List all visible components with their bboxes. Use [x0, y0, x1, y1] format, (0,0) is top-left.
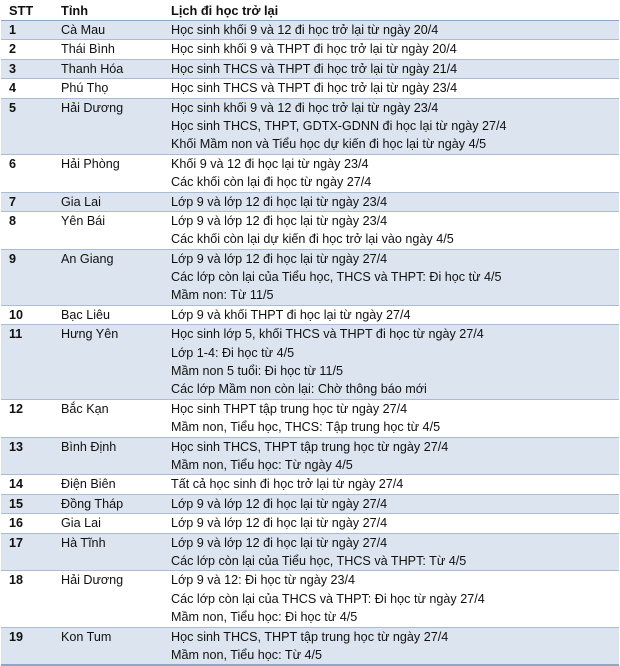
province-cell: [61, 79, 171, 98]
province-cell: [61, 40, 171, 59]
schedule-cell: [171, 514, 619, 533]
province-cell-text: Điện Biên: [61, 477, 116, 492]
province-cell-text: Kon Tum: [61, 629, 112, 644]
stt-cell-text: 8: [9, 213, 17, 228]
stt-cell: [1, 399, 61, 437]
province-cell-text: Gia Lai: [61, 516, 101, 531]
province-cell-text: Đồng Tháp: [61, 496, 124, 511]
schedule-line: Mầm non, Tiểu học, THCS: Tập trung học từ 4/5: [171, 420, 441, 435]
schedule-line: Học sinh THCS, THPT tập trung học từ ngày 27/4: [171, 439, 449, 454]
schedule-cell: [171, 571, 619, 627]
schedule-line: Lớp 9 và khối THPT đi học lại từ ngày 27/4: [171, 307, 411, 322]
schedule-cell: [171, 494, 619, 513]
schedule-cell: [171, 249, 619, 305]
stt-cell-text: 6: [9, 156, 17, 171]
table-row: [1, 571, 619, 627]
schedule-line: Học sinh khối 9 và THPT đi học trở lại từ ngày 20/4: [171, 42, 457, 57]
table-row: [1, 494, 619, 513]
table-row: [1, 59, 619, 78]
schedule-line: Các khối còn lại đi học từ ngày 27/4: [171, 175, 372, 190]
schedule-line: Lớp 9 và lớp 12 đi học lại từ ngày 23/4: [171, 194, 388, 209]
province-cell: [61, 437, 171, 475]
table-row: [1, 437, 619, 475]
stt-cell: [1, 59, 61, 78]
schedule-line: Các khối còn lại dự kiến đi học trở lại vào ngày 4/5: [171, 232, 454, 247]
schedule-line: Lớp 1-4: Đi học từ 4/5: [171, 345, 295, 360]
schedule-cell: [171, 211, 619, 249]
table-row: [1, 399, 619, 437]
schedule-line: Lớp 9 và lớp 12 đi học lại từ ngày 27/4: [171, 496, 388, 511]
stt-cell: [1, 514, 61, 533]
province-cell-text: Thanh Hóa: [61, 61, 124, 76]
schedule-cell: [171, 21, 619, 40]
stt-cell: [1, 533, 61, 571]
schedule-cell: [171, 325, 619, 400]
schedule-line: Khối 9 và 12 đi học lại từ ngày 23/4: [171, 156, 369, 171]
stt-cell: [1, 627, 61, 665]
table-row: [1, 475, 619, 494]
schedule-line: Các lớp còn lại của Tiểu học, THCS và THPT: Từ 4/5: [171, 553, 467, 568]
stt-cell-text: 5: [9, 100, 17, 115]
stt-cell-text: 13: [9, 439, 24, 454]
schedule-cell: [171, 437, 619, 475]
table-row: [1, 192, 619, 211]
stt-cell-text: 10: [9, 307, 24, 322]
stt-cell-text: 17: [9, 535, 24, 550]
table-row: [1, 325, 619, 400]
stt-cell: [1, 192, 61, 211]
schedule-line: Học sinh khối 9 và 12 đi học trở lại từ ngày 23/4: [171, 100, 439, 115]
schedule-line: Học sinh lớp 5, khối THCS và THPT đi học từ ngày 27/4: [171, 327, 484, 342]
province-cell: [61, 399, 171, 437]
schedule-cell: [171, 98, 619, 154]
table-row: [1, 211, 619, 249]
schedule-line: Lớp 9 và lớp 12 đi học lại từ ngày 27/4: [171, 251, 388, 266]
province-cell: [61, 475, 171, 494]
stt-cell-text: 9: [9, 251, 17, 266]
stt-cell: [1, 305, 61, 324]
stt-cell: [1, 437, 61, 475]
province-cell-text: Hải Dương: [61, 573, 124, 588]
table-row: [1, 627, 619, 665]
table-row: [1, 533, 619, 571]
school-reopening-table: [1, 0, 619, 666]
schedule-cell: [171, 192, 619, 211]
province-cell: [61, 249, 171, 305]
province-cell-text: Bắc Kạn: [61, 401, 109, 416]
stt-cell: [1, 211, 61, 249]
province-cell-text: Hà Tĩnh: [61, 535, 106, 550]
schedule-line: Học sinh THCS, THPT tập trung học từ ngày 27/4: [171, 629, 449, 644]
schedule-line: Các lớp còn lại của THCS và THPT: Đi học từ ngày 27/4: [171, 591, 485, 606]
province-cell-text: Hải Dương: [61, 100, 124, 115]
stt-cell-text: 11: [9, 327, 23, 342]
province-cell-text: Bình Định: [61, 439, 117, 454]
province-cell-text: An Giang: [61, 251, 114, 266]
schedule-line: Lớp 9 và lớp 12 đi học lại từ ngày 27/4: [171, 516, 388, 531]
schedule-line: Tất cả học sinh đi học trở lại từ ngày 27/4: [171, 477, 404, 492]
table-row: [1, 154, 619, 192]
stt-cell-text: 3: [9, 61, 17, 76]
province-cell: [61, 305, 171, 324]
stt-cell-text: 18: [9, 573, 24, 588]
table-row: [1, 40, 619, 59]
schedule-cell: [171, 59, 619, 78]
schedule-line: Lớp 9 và lớp 12 đi học lại từ ngày 27/4: [171, 535, 388, 550]
stt-cell-text: 1: [9, 23, 17, 37]
schedule-line: Học sinh THCS và THPT đi học trở lại từ ngày 23/4: [171, 81, 458, 96]
stt-cell-text: 15: [9, 496, 24, 511]
province-cell: [61, 571, 171, 627]
schedule-line: Học sinh THPT tập trung học từ ngày 27/4: [171, 401, 408, 416]
schedule-cell: [171, 40, 619, 59]
table-row: [1, 514, 619, 533]
schedule-line: Lớp 9 và 12: Đi học từ ngày 23/4: [171, 573, 356, 588]
province-cell-text: Cà Mau: [61, 23, 106, 37]
schedule-line: Mầm non: Từ 11/5: [171, 288, 274, 303]
stt-cell-text: 14: [9, 477, 24, 492]
province-cell-text: Thái Bình: [61, 42, 115, 57]
stt-cell: [1, 249, 61, 305]
stt-cell: [1, 98, 61, 154]
stt-cell: [1, 494, 61, 513]
province-cell-text: Gia Lai: [61, 194, 101, 209]
province-cell-text: Hải Phòng: [61, 156, 120, 171]
province-cell-text: Yên Bái: [61, 213, 106, 228]
province-cell: [61, 627, 171, 665]
header-row: [1, 0, 619, 21]
schedule-cell: [171, 399, 619, 437]
province-cell: [61, 21, 171, 40]
stt-cell: [1, 475, 61, 494]
schedule-cell: [171, 154, 619, 192]
stt-cell-text: 4: [9, 81, 17, 96]
province-cell: [61, 325, 171, 400]
table-row: [1, 249, 619, 305]
schedule-cell: [171, 79, 619, 98]
table-row: [1, 79, 619, 98]
header-province: Tỉnh: [61, 0, 171, 21]
schedule-cell: [171, 533, 619, 571]
schedule-line: Mầm non, Tiểu học: Từ 4/5: [171, 647, 323, 662]
schedule-line: Học sinh THCS, THPT, GDTX-GDNN đi học lại từ ngày 27/4: [171, 118, 507, 133]
stt-cell-text: 12: [9, 401, 24, 416]
stt-cell-text: 19: [9, 629, 24, 644]
province-cell-text: Hưng Yên: [61, 327, 119, 342]
stt-cell-text: 7: [9, 194, 17, 209]
province-cell: [61, 154, 171, 192]
stt-cell: [1, 21, 61, 40]
province-cell: [61, 533, 171, 571]
province-cell: [61, 192, 171, 211]
stt-cell-text: 16: [9, 516, 24, 531]
stt-cell: [1, 325, 61, 400]
schedule-line: Mầm non, Tiểu học: Từ ngày 4/5: [171, 457, 353, 472]
stt-cell: [1, 154, 61, 192]
province-cell: [61, 211, 171, 249]
schedule-line: Học sinh THCS và THPT đi học trở lại từ ngày 21/4: [171, 61, 458, 76]
province-cell: [61, 59, 171, 78]
stt-cell: [1, 571, 61, 627]
schedule-cell: [171, 627, 619, 665]
table-row: [1, 98, 619, 154]
province-cell-text: Bạc Liêu: [61, 307, 111, 322]
province-cell: [61, 494, 171, 513]
schedule-line: Các lớp Mầm non còn lại: Chờ thông báo mới: [171, 382, 427, 397]
schedule-line: Lớp 9 và lớp 12 đi học lại từ ngày 23/4: [171, 213, 388, 228]
schedule-line: Các lớp còn lại của Tiểu học, THCS và THPT: Đi học từ 4/5: [171, 270, 502, 285]
stt-cell: [1, 40, 61, 59]
stt-cell-text: 2: [9, 42, 17, 57]
header-stt: STT: [1, 0, 61, 21]
schedule-line: Mầm non 5 tuổi: Đi học từ 11/5: [171, 364, 344, 379]
schedule-line: Mầm non, Tiểu học: Đi học từ 4/5: [171, 610, 358, 625]
table-row: [1, 21, 619, 40]
schedule-cell: [171, 475, 619, 494]
stt-cell: [1, 79, 61, 98]
header-schedule: Lịch đi học trở lại: [171, 0, 619, 21]
schedule-line: Học sinh khối 9 và 12 đi học trở lại từ ngày 20/4: [171, 23, 439, 37]
province-cell: [61, 514, 171, 533]
schedule-line: Khối Mầm non và Tiểu học dự kiến đi học lại từ ngày 4/5: [171, 137, 487, 152]
table-row: [1, 305, 619, 324]
province-cell-text: Phú Thọ: [61, 81, 109, 96]
schedule-cell: [171, 305, 619, 324]
province-cell: [61, 98, 171, 154]
